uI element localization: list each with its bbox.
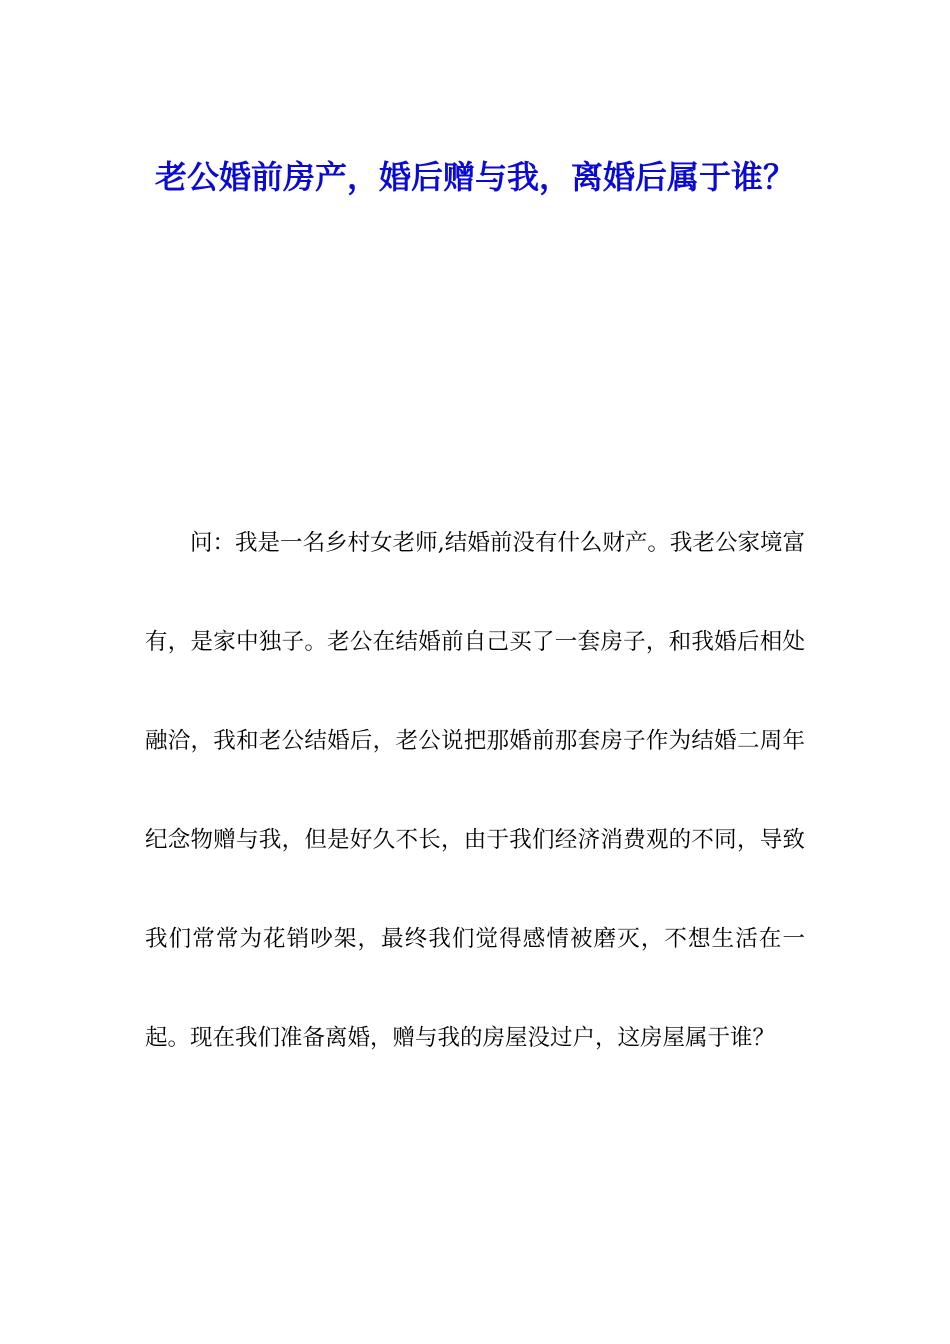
- question-paragraph: 问：我是一名乡村女老师,结婚前没有什么财产。我老公家境富有，是家中独子。老公在结婚前自己买了一套房子，和我婚后相处融洽，我和老公结婚后，老公说把那婚前那套房子作为结婚二周年纪念物赠与我，但是好久不长，由于我们经济消费观的不同，导致我们常常为花销吵架，最终我们觉得感情被磨灭，不想生活在一起。现在我们准备离婚，赠与我的房屋没过户，这房屋属于谁？: [145, 530, 805, 1051]
- document-title: 老公婚前房产，婚后赠与我，离婚后属于谁？: [154, 158, 795, 196]
